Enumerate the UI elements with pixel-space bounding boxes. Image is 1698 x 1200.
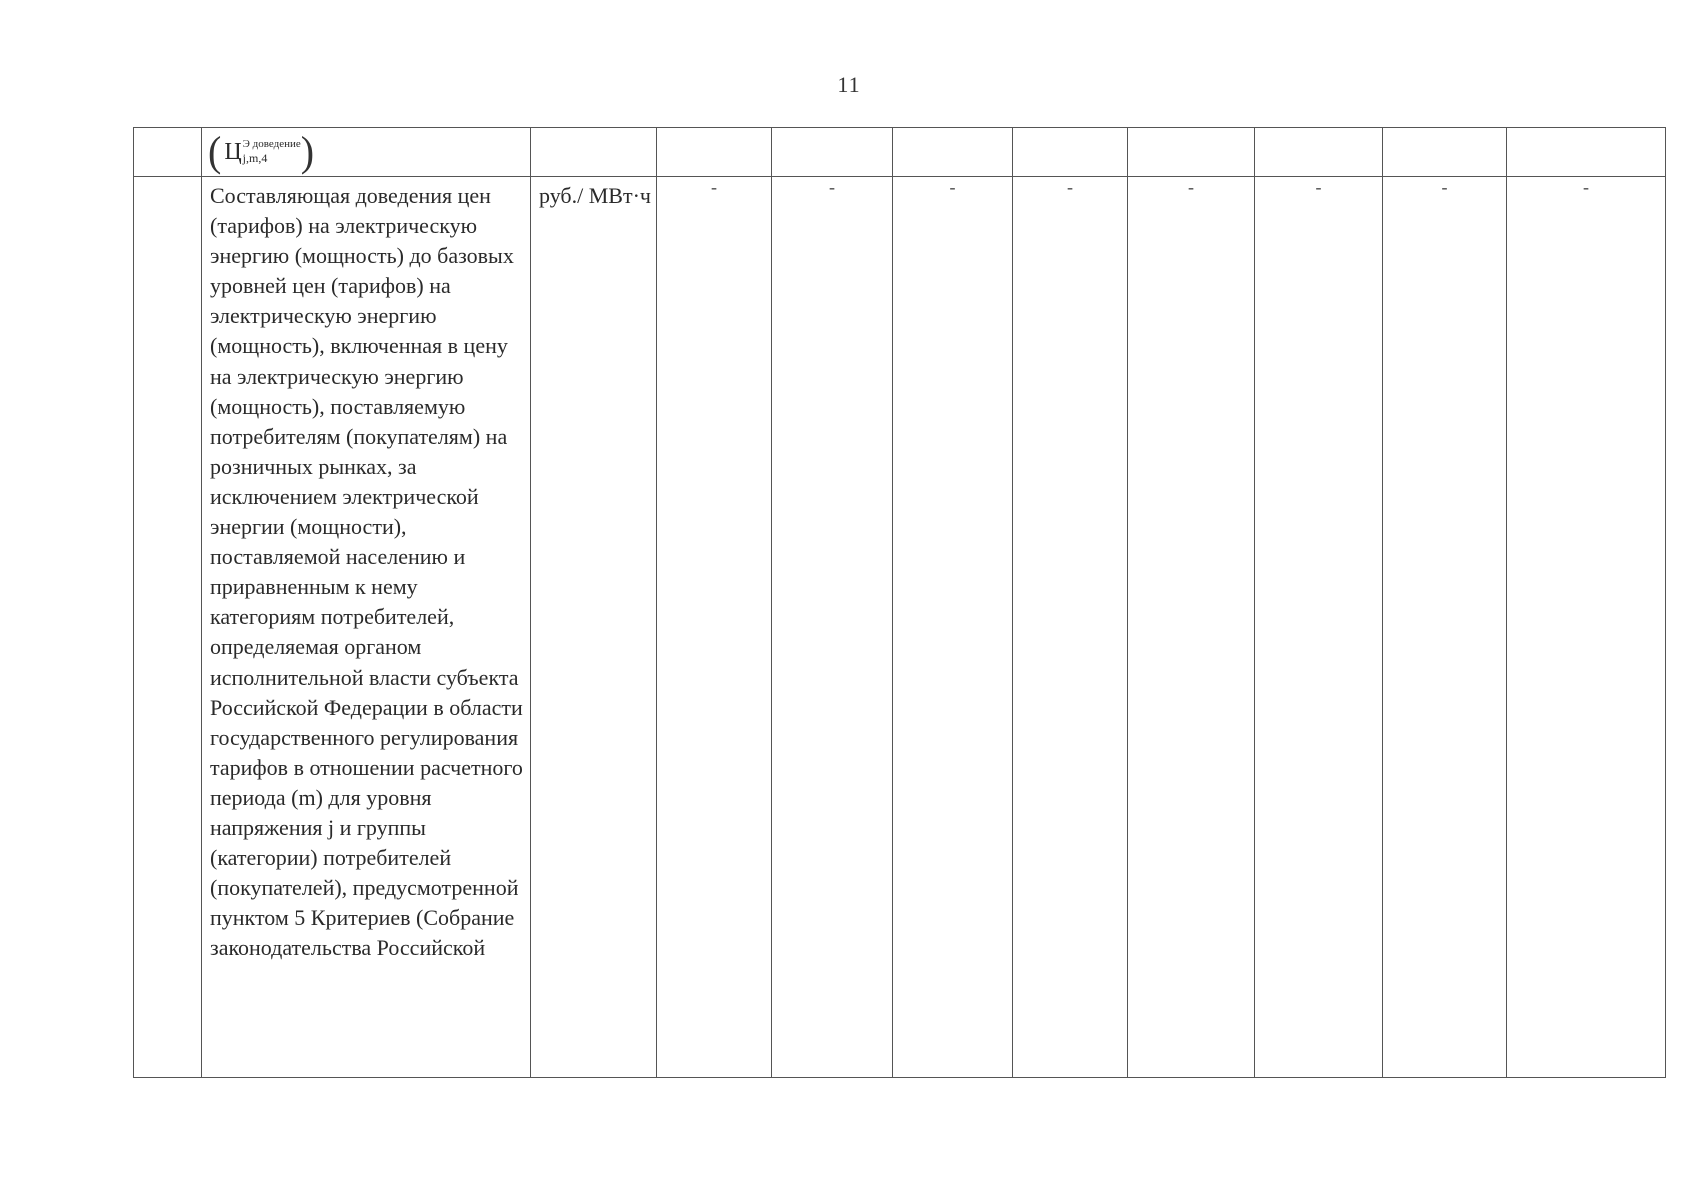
row-unit: руб./ МВт·ч (539, 183, 651, 208)
unit-cell (531, 177, 657, 1078)
index-cell (134, 177, 202, 1078)
formula-value-cell (1013, 128, 1128, 177)
description-cell (202, 177, 531, 1078)
row-description: Составляющая доведения цен (тарифов) на электрическую энергию (мощность) до базовых уровней цен (тарифов) на электрическую энергию (мощность), включенная в цену на электрическую энергию (мощность), поставляемую потребителям (покупателям) на розничных рынках, за исключением электрической энергии (мощности), поставляемой населению и приравненным к нему категориям потребителей, определяемая органом исполнительной власти субъекта Российской Федерации в области государственного регулирования тарифов в отношении расчетного периода (m) для уровня напряжения j и группы (категории) потребителей (покупателей), предусмотренной пунктом 5 Критериев (Собрание законодательства Российской (210, 183, 523, 961)
formula-scripts (242, 137, 301, 165)
formula-unit-cell (531, 128, 657, 177)
value-cell: - (1507, 177, 1666, 1078)
value-cell: - (1255, 177, 1383, 1078)
formula-value-cell (893, 128, 1013, 177)
index-cell (134, 128, 202, 177)
formula-subscript: j,m,4 (242, 150, 268, 165)
formula (208, 127, 315, 176)
formula-value-cell (1255, 128, 1383, 177)
table-row (134, 177, 1666, 1078)
value-cell: - (1128, 177, 1255, 1078)
value-cell: - (657, 177, 772, 1078)
formula-close-paren: ) (300, 127, 315, 176)
formula-value-cell (1128, 128, 1255, 177)
formula-open-paren: ( (208, 127, 222, 176)
formula-symbol: Ц (224, 138, 242, 165)
formula-row (134, 128, 1666, 177)
formula-superscript: Э доведение (242, 137, 301, 150)
value-cell: - (1013, 177, 1128, 1078)
formula-value-cell (1507, 128, 1666, 177)
value-cell: - (1383, 177, 1507, 1078)
formula-value-cell (657, 128, 772, 177)
tariff-table (133, 127, 1666, 1078)
value-cell: - (893, 177, 1013, 1078)
formula-cell (202, 128, 531, 177)
formula-value-cell (772, 128, 893, 177)
formula-value-cell (1383, 128, 1507, 177)
value-cell: - (772, 177, 893, 1078)
page-number: 11 (837, 72, 861, 97)
